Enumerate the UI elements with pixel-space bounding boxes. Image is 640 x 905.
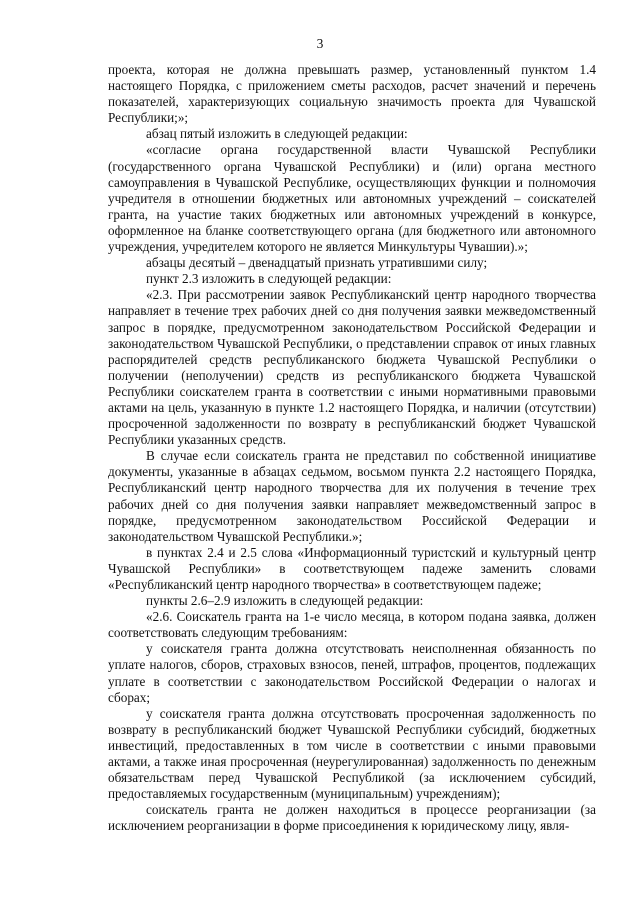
paragraph-requirement-reorganization: соискатель гранта не должен находиться в процессе реорганизации (за исключением реорганизации в форме присоединения к юридическому лицу, явля- bbox=[108, 802, 596, 834]
paragraph-continuation: проекта, которая не должна превышать размер, установленный пунктом 1.4 настоящего Порядка, с приложением сметы расходов, расчет значений и перечень показателей, характеризующих социальную значимость проекта для Чувашской Республики;»; bbox=[108, 62, 596, 126]
document-body bbox=[108, 62, 596, 835]
paragraph-consent-text: «согласие органа государственной власти Чувашской Республики (государственного органа Чувашской Республики) и (или) органа местного самоуправления в Чувашской Республике, осуществляющих функции и полномочия учредителя в отношении бюджетных или автономных учреждений – соискателей гранта, на участие таких бюджетных или автономных учреждений в конкурсе, оформленное на бланке соответствующего органа (для бюджетного или автономного учреждения, учредителем которого не является Минкультуры Чувашии).»; bbox=[108, 142, 596, 255]
page-number: 3 bbox=[316, 36, 324, 51]
paragraph-instruction-2-4-2-5: в пунктах 2.4 и 2.5 слова «Информационный туристский и культурный центр Чувашской Республики» в соответствующем падеже заменить словами «Республиканский центр народного творчества» в соответствующем падеже; bbox=[108, 544, 596, 592]
paragraph-clause-2-3: «2.3. При рассмотрении заявок Республиканский центр народного творчества направляет в течение трех рабочих дней со дня получения заявки межведомственный запрос в порядке, предусмотренном законодательством Российской Федерации и законодательством Чувашской Республики, о представлении справок от иных главных распорядителей средств республиканского бюджета Чувашской Республики о получении (неполучении) средств из республиканского бюджета Чувашской Республики соискателем гранта в соответствии с иными нормативными правовыми актами на цель, указанную в пункте 1.2 настоящего Порядка, и наличии (отсутствии) просроченной задолженности по возврату в республиканский бюджет Чувашской Республики указанных средств. bbox=[108, 287, 596, 448]
paragraph-instruction-repeal: абзацы десятый – двенадцатый признать утратившими силу; bbox=[146, 255, 488, 271]
paragraph-clause-2-3-cont: В случае если соискатель гранта не представил по собственной инициативе документы, указанные в абзацах седьмом, восьмом пункта 2.2 настоящего Порядка, Республиканский центр народного творчества для их получения в течение трех рабочих дней со дня получения заявки направляет межведомственный запрос в порядке, предусмотренном законодательством Российской Федерации и законодательством Чувашской Республики.»; bbox=[108, 448, 596, 544]
paragraph-instruction-2-3: пункт 2.3 изложить в следующей редакции: bbox=[146, 271, 392, 287]
paragraph-requirement-taxes: у соискателя гранта должна отсутствовать неисполненная обязанность по уплате налогов, сборов, страховых взносов, пеней, штрафов, процентов, подлежащих уплате в соответствии с законодательством Российской Федерации о налогах и сборах; bbox=[108, 641, 596, 705]
paragraph-requirement-debt: у соискателя гранта должна отсутствовать просроченная задолженность по возврату в республиканский бюджет Чувашской Республики субсидий, бюджетных инвестиций, предоставленных в том числе в соответствии с иными правовыми актами, а также иная просроченная (неурегулированная) задолженность по денежным обязательствам перед Чувашской Республикой (за исключением субсидий, предоставляемых государственным (муниципальным) учреждениям); bbox=[108, 705, 596, 802]
paragraph-clause-2-6: «2.6. Соискатель гранта на 1-е число месяца, в котором подана заявка, должен соответствовать следующим требованиям: bbox=[108, 609, 596, 641]
paragraph-instruction-para5: абзац пятый изложить в следующей редакции: bbox=[146, 126, 408, 142]
paragraph-instruction-2-6-2-9: пункты 2.6–2.9 изложить в следующей редакции: bbox=[146, 593, 424, 609]
